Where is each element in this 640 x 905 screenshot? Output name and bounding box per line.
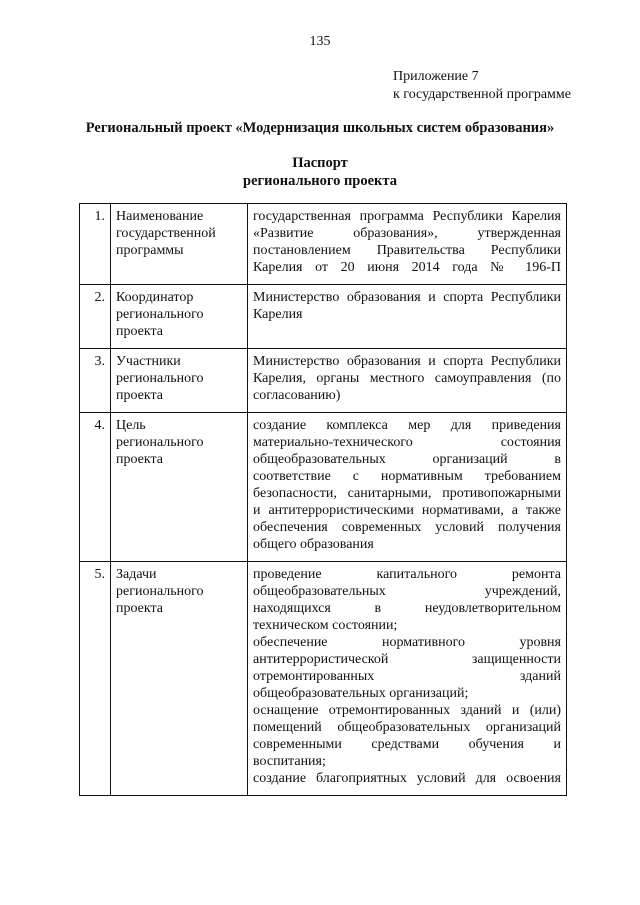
- row-label-line: Участники: [116, 354, 181, 369]
- row-value-line: помещений общеобразовательных организаций: [253, 720, 561, 735]
- row-label-line: регионального: [116, 435, 204, 450]
- row-label: [111, 413, 248, 562]
- row-value-line: техническом состоянии;: [253, 618, 398, 633]
- row-label-line: регионального: [116, 371, 204, 386]
- passport-title: Паспорт: [292, 155, 348, 171]
- row-value-line: воспитания;: [253, 754, 326, 769]
- table-row: [80, 562, 567, 796]
- page-number: 135: [309, 34, 331, 49]
- row-value-line: и антитеррористическими нормативами, а также: [253, 503, 561, 518]
- row-value-line: согласованию): [253, 388, 341, 403]
- row-value: [248, 413, 567, 562]
- row-value-line: общего образования: [253, 537, 374, 552]
- row-value-line: обеспечения современных условий получения: [253, 520, 561, 535]
- row-value-line: общеобразовательных учреждений,: [253, 584, 561, 599]
- row-value-line: Карелия: [253, 307, 303, 322]
- row-value-line: Карелия от 20 июня 2014 года № 196-П: [253, 260, 561, 275]
- row-value-line: создание благоприятных условий для освоения: [253, 771, 561, 786]
- row-label-line: проекта: [116, 324, 163, 339]
- passport-heading: [0, 154, 640, 190]
- row-value-line: общеобразовательных организаций в: [253, 452, 561, 467]
- table-row: [80, 413, 567, 562]
- row-value-line: материально-технического состояния: [253, 435, 561, 450]
- appendix-line: к государственной программе: [393, 87, 571, 102]
- row-value-line: Министерство образования и спорта Республики: [253, 290, 561, 305]
- table-row: [80, 204, 567, 285]
- row-value: [248, 349, 567, 413]
- passport-table: [79, 203, 567, 796]
- appendix-reference: [393, 68, 571, 104]
- row-value-line: современными средствами обучения и: [253, 737, 561, 752]
- row-label-line: проекта: [116, 601, 163, 616]
- table-row: [80, 349, 567, 413]
- row-value-line: находящихся в неудовлетворительном: [253, 601, 561, 616]
- row-number: 2.: [80, 285, 111, 349]
- row-label: [111, 204, 248, 285]
- passport-table-body: [80, 204, 567, 796]
- row-value-line: Карелия, органы местного самоуправления (по: [253, 371, 561, 386]
- row-value-line: безопасности, санитарными, противопожарными: [253, 486, 561, 501]
- row-number: 5.: [80, 562, 111, 796]
- row-value-line: проведение капитального ремонта: [253, 567, 561, 582]
- row-value-line: оснащение отремонтированных зданий и (или): [253, 703, 561, 718]
- row-value-line: обеспечение нормативного уровня: [253, 635, 561, 650]
- row-number: 4.: [80, 413, 111, 562]
- row-value-line: Министерство образования и спорта Республики: [253, 354, 561, 369]
- row-value-line: постановлением Правительства Республики: [253, 243, 561, 258]
- row-value: [248, 285, 567, 349]
- row-label-line: регионального: [116, 307, 204, 322]
- row-label-line: проекта: [116, 452, 163, 467]
- project-title: Региональный проект «Модернизация школьных систем образования»: [85, 120, 555, 136]
- row-value-line: создание комплекса мер для приведения: [253, 418, 561, 433]
- row-label-line: Координатор: [116, 290, 194, 305]
- table-row: [80, 285, 567, 349]
- row-label: [111, 349, 248, 413]
- row-value: [248, 204, 567, 285]
- row-value-line: отремонтированных зданий: [253, 669, 561, 684]
- row-label-line: Наименование: [116, 209, 204, 224]
- row-value-line: «Развитие образования», утвержденная: [253, 226, 561, 241]
- row-value-line: государственная программа Республики Карелия: [253, 209, 561, 224]
- row-label: [111, 285, 248, 349]
- row-number: 1.: [80, 204, 111, 285]
- appendix-line: Приложение 7: [393, 69, 479, 84]
- row-label-line: проекта: [116, 388, 163, 403]
- row-value-line: общеобразовательных организаций;: [253, 686, 469, 701]
- row-value-line: соответствие с нормативным требованием: [253, 469, 561, 484]
- row-value: [248, 562, 567, 796]
- row-label-line: Задачи: [116, 567, 157, 582]
- row-label-line: регионального: [116, 584, 204, 599]
- row-label-line: государственной: [116, 226, 216, 241]
- passport-subtitle: регионального проекта: [243, 173, 397, 189]
- row-label-line: Цель: [116, 418, 146, 433]
- row-label-line: программы: [116, 243, 184, 258]
- row-number: 3.: [80, 349, 111, 413]
- row-value-line: антитеррористической защищенности: [253, 652, 561, 667]
- row-label: [111, 562, 248, 796]
